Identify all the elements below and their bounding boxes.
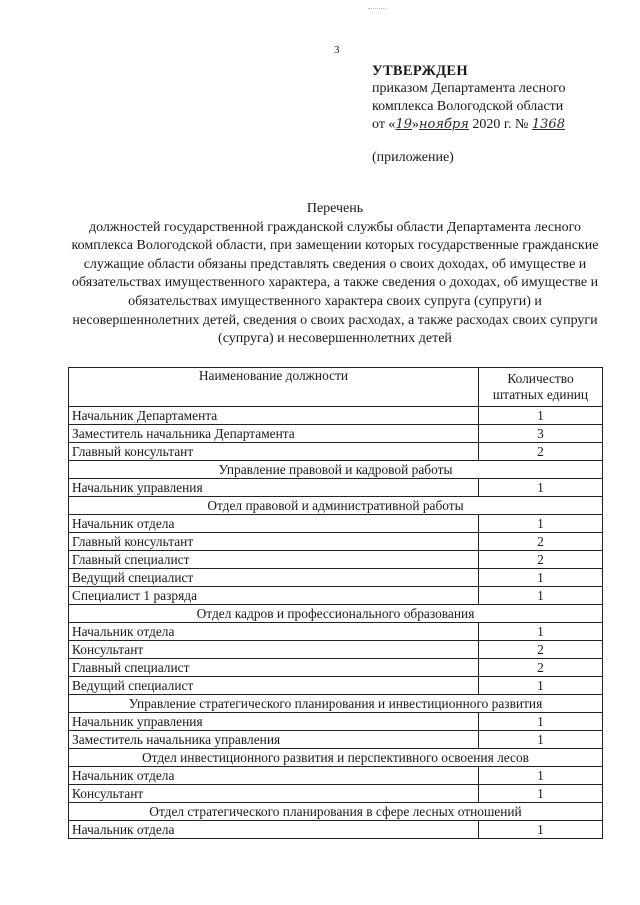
scan-mark	[368, 8, 386, 10]
position-name: Начальник Департамента	[69, 407, 479, 425]
staff-count: 1	[479, 713, 603, 731]
table-row	[69, 479, 603, 497]
approval-line-2: комплекса Вологодской области	[372, 99, 564, 114]
approval-title: УТВЕРЖДЕН	[372, 63, 468, 79]
table-row	[69, 659, 603, 677]
section-title: Отдел кадров и профессионального образования	[69, 605, 603, 623]
position-name: Ведущий специалист	[69, 569, 479, 587]
section-title: Отдел стратегического планирования в сфере лесных отношений	[69, 803, 603, 821]
positions-table	[68, 367, 603, 839]
heading-body: должностей государственной гражданской службы области Департамента лесного комплекса Вологодской области, при замещении которых государственные гражданские служащие области обязаны представлять сведения о своих доходах, об имуществе и обязательствах имущественного характера, а также сведения о доходах, об имуществе и обязательствах имущественного характера своих супруга (супруги) и несовершеннолетних детей, сведения о своих расходах, а также расходах своих супруги (супруга) и несовершеннолетних детей	[71, 219, 599, 347]
table-row	[69, 407, 603, 425]
section-title: Отдел инвестиционного развития и перспективного освоения лесов	[69, 749, 603, 767]
table-row	[69, 443, 603, 461]
table-row	[69, 587, 603, 605]
table-header-row	[69, 368, 603, 407]
staff-count: 2	[479, 443, 603, 461]
staff-count: 1	[479, 479, 603, 497]
staff-count: 2	[479, 641, 603, 659]
position-name: Начальник отдела	[69, 515, 479, 533]
header-position-name: Наименование должности	[69, 368, 479, 407]
heading-title: Перечень	[306, 201, 364, 216]
table-row	[69, 515, 603, 533]
handwritten-number: 1368	[531, 117, 565, 132]
position-name: Начальник отдела	[69, 623, 479, 641]
section-row	[69, 695, 603, 713]
appendix-label: (приложение)	[372, 150, 454, 165]
position-name: Главный консультант	[69, 533, 479, 551]
staff-count: 2	[479, 551, 603, 569]
staff-count: 1	[479, 407, 603, 425]
handwritten-day: 19	[395, 117, 412, 132]
staff-count: 1	[479, 767, 603, 785]
position-name: Начальник отдела	[69, 767, 479, 785]
section-title: Управление правовой и кадровой работы	[69, 461, 603, 479]
position-name: Главный специалист	[69, 551, 479, 569]
staff-count: 1	[479, 821, 603, 839]
table-row	[69, 785, 603, 803]
approval-block	[372, 62, 566, 134]
position-name: Ведущий специалист	[69, 677, 479, 695]
document-heading	[70, 200, 600, 349]
staff-count: 1	[479, 569, 603, 587]
position-name: Начальник управления	[69, 479, 479, 497]
table-row	[69, 623, 603, 641]
staff-count: 2	[479, 659, 603, 677]
table-row	[69, 821, 603, 839]
staff-count: 1	[479, 515, 603, 533]
table-row	[69, 767, 603, 785]
section-title: Отдел правовой и административной работы	[69, 497, 603, 515]
approval-date-line	[372, 116, 566, 134]
table-row	[69, 533, 603, 551]
date-year: 2020 г. №	[468, 117, 532, 132]
position-name: Главный консультант	[69, 443, 479, 461]
table-row	[69, 641, 603, 659]
staff-count: 1	[479, 587, 603, 605]
staff-count: 1	[479, 785, 603, 803]
table-row	[69, 569, 603, 587]
section-row	[69, 803, 603, 821]
table-row	[69, 551, 603, 569]
position-name: Заместитель начальника управления	[69, 731, 479, 749]
section-row	[69, 497, 603, 515]
position-name: Консультант	[69, 785, 479, 803]
staff-count: 3	[479, 425, 603, 443]
position-name: Начальник управления	[69, 713, 479, 731]
section-row	[69, 749, 603, 767]
date-mid: »	[411, 117, 419, 132]
table-row	[69, 425, 603, 443]
position-name: Заместитель начальника Департамента	[69, 425, 479, 443]
section-title: Управление стратегического планирования и инвестиционного развития	[69, 695, 603, 713]
position-name: Начальник отдела	[69, 821, 479, 839]
staff-count: 1	[479, 623, 603, 641]
date-prefix: от «	[372, 117, 396, 132]
section-row	[69, 605, 603, 623]
staff-count: 1	[479, 677, 603, 695]
approval-line-1: приказом Департамента лесного	[372, 81, 566, 96]
section-row	[69, 461, 603, 479]
staff-count: 2	[479, 533, 603, 551]
table-row	[69, 677, 603, 695]
position-name: Главный специалист	[69, 659, 479, 677]
staff-count: 1	[479, 731, 603, 749]
table-row	[69, 713, 603, 731]
table-row	[69, 731, 603, 749]
handwritten-month: ноября	[418, 117, 469, 132]
position-name: Консультант	[69, 641, 479, 659]
page-number: 3	[334, 44, 340, 56]
position-name: Специалист 1 разряда	[69, 587, 479, 605]
header-staff-count: Количество штатных единиц	[479, 368, 603, 407]
